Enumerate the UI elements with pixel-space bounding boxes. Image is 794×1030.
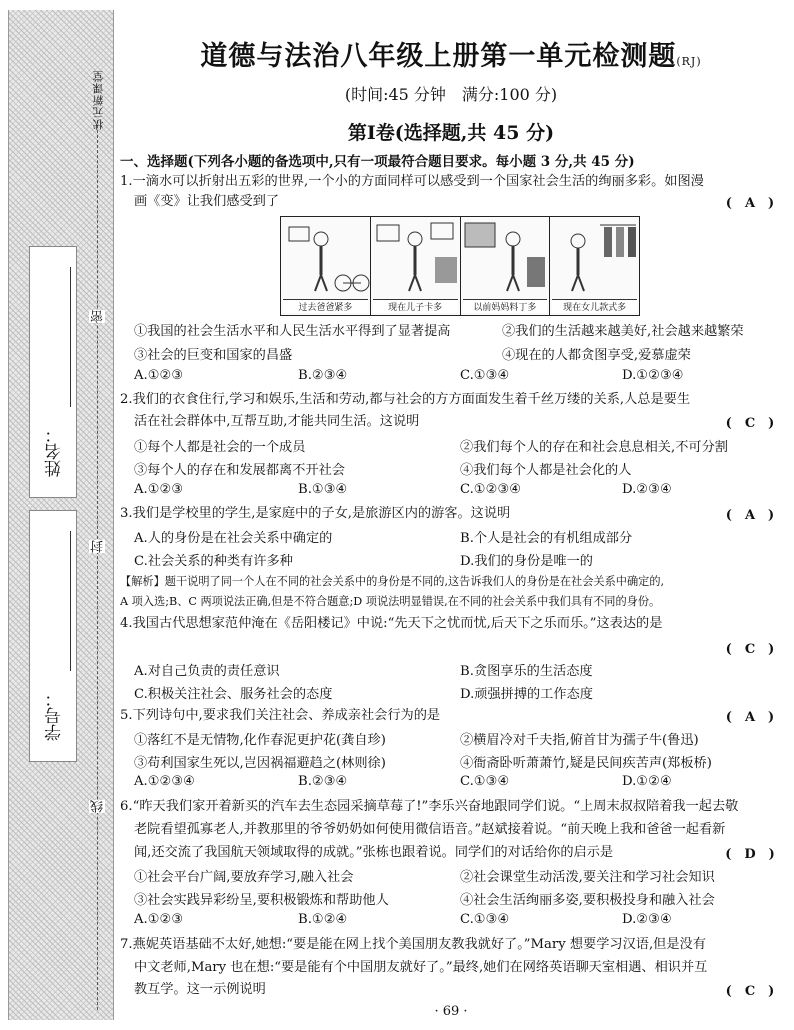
- comic-caption-1: 过去爸爸紧多: [283, 299, 368, 313]
- q1-opt-a: A.①②③: [134, 368, 184, 383]
- q6-s3: ③社会实践异彩纷呈,要积极锻炼和帮助他人: [134, 893, 389, 908]
- q3-opt-c: C.社会关系的种类有许多种: [134, 554, 293, 569]
- id-panel: [29, 510, 77, 762]
- q7-answer: ( C ): [725, 984, 775, 999]
- q5-statements-1: [134, 729, 782, 749]
- q5-s3: ③苟利国家生死以,岂因祸福避趋之(林则徐): [134, 756, 386, 771]
- q2-opt-d: D.②③④: [622, 482, 672, 497]
- q6-stem-2: 老院看望孤寡老人,并教那里的爷爷奶奶如何使用微信语音。”赵斌接着说。“前天晚上我和爸爸一起看新: [134, 822, 726, 837]
- binding-strip: [8, 10, 114, 1020]
- exam-info: (时间:45 分钟 满分:100 分): [344, 85, 558, 104]
- q1-statements-2: [134, 344, 782, 364]
- father-bicycle-illustration: [281, 217, 370, 297]
- name-underline: [70, 267, 71, 407]
- q5-s2: ②横眉冷对千夫指,俯首甘为孺子牛(鲁迅): [460, 733, 699, 748]
- comic-panel-1: [281, 217, 371, 315]
- q2-options: [134, 482, 782, 502]
- q3-stem: 3.我们是学校里的学生,是家庭中的子女,是旅游区内的游客。这说明: [120, 506, 511, 521]
- q3-options-2: [134, 550, 782, 570]
- q6-statements-1: [134, 866, 782, 886]
- q1-s2: ②我们的生活越来越美好,社会越来越繁荣: [502, 324, 744, 339]
- name-panel: [29, 246, 77, 498]
- q5-statements-2: [134, 752, 782, 772]
- q1-stem-1: 1.一滴水可以折射出五彩的世界,一个小的方面同样可以感受到一个国家社会生活的绚丽多彩。如图漫: [120, 174, 704, 189]
- q3-answer: ( A ): [725, 508, 775, 523]
- q4-opt-a: A.对自己负责的责任意识: [134, 664, 280, 679]
- q5-answer: ( A ): [725, 710, 775, 725]
- seal-word-3: 线: [91, 800, 106, 813]
- q5-s4: ④衙斋卧听萧萧竹,疑是民间疾苦声(郑板桥): [460, 756, 712, 771]
- q4-opt-d: D.顽强拼搏的工作态度: [460, 687, 593, 702]
- q4-answer: ( C ): [725, 642, 775, 657]
- part-heading: 第Ⅰ卷(选择题,共 45 分): [347, 122, 555, 144]
- q7-stem-3: 教互学。这一示例说明: [134, 982, 266, 997]
- page-number: · 69 ·: [434, 1004, 468, 1019]
- q5-options: [134, 774, 782, 794]
- brand-text: 状元新课堂: [92, 70, 105, 130]
- q4-options-2: [134, 683, 782, 703]
- q3-explanation-2: A 项入选;B、C 两项说法正确,但是不符合题意;D 项说法明显错误,在不同的社会关系中我们具有不同的身份。: [120, 595, 661, 608]
- q6-opt-a: A.①②③: [134, 912, 184, 927]
- q6-opt-c: C.①③④: [460, 912, 510, 927]
- seal-dash-line: [97, 120, 98, 1010]
- q5-stem: 5.下列诗句中,要求我们关注社会、养成亲社会行为的是: [120, 708, 441, 723]
- q3-options-1: [134, 527, 782, 547]
- q1-s4: ④现在的人都贪图享受,爱慕虚荣: [502, 348, 691, 363]
- q3-opt-a: A.人的身份是在社会关系中确定的: [134, 531, 333, 546]
- q6-options: [134, 912, 782, 932]
- q2-s3: ③每个人的存在和发展都离不开社会: [134, 463, 345, 478]
- daughter-clothes-illustration: [550, 217, 639, 297]
- comic-panel-4: [550, 217, 639, 315]
- q6-answer: ( D ): [725, 847, 775, 862]
- q6-stem-1: 6.“昨天我们家开着新买的汽车去生态园采摘草莓了!”李乐兴奋地跟同学们说。“上周末叔叔陪着我一起去敬: [120, 799, 739, 814]
- q3-opt-b: B.个人是社会的有机组成部分: [460, 531, 633, 546]
- mother-fabric-illustration: [461, 217, 550, 297]
- son-cards-illustration: [371, 217, 460, 297]
- section-heading: 一、选择题(下列各小题的备选项中,只有一项最符合题目要求。每小题 3 分,共 45 分): [120, 154, 635, 170]
- id-label: 学号：: [45, 690, 65, 741]
- id-underline: [70, 531, 71, 671]
- q2-statements-1: [134, 436, 782, 456]
- q2-s1: ①每个人都是社会的一个成员: [134, 440, 306, 455]
- q7-stem-1: 7.燕妮英语基础不太好,她想:“要是能在网上找个美国朋友教我就好了。”Mary 想要学习汉语,但是没有: [120, 937, 706, 952]
- q6-statements-2: [134, 889, 782, 909]
- seal-word-1: 密: [91, 310, 106, 323]
- q6-stem-3: 闻,还交流了我国航天领域取得的成就。”张栋也跟着说。同学们的对话给你的启示是: [134, 845, 614, 860]
- q5-opt-b: B.②③④: [298, 774, 348, 789]
- q2-answer: ( C ): [725, 416, 775, 431]
- q1-opt-b: B.②③④: [298, 368, 348, 383]
- q6-s2: ②社会课堂生动活泼,要关注和学习社会知识: [460, 870, 715, 885]
- name-label: 姓名：: [45, 426, 65, 477]
- q6-s4: ④社会生活绚丽多姿,要积极投身和融入社会: [460, 893, 715, 908]
- q2-opt-b: B.①③④: [298, 482, 348, 497]
- seal-word-2: 封: [91, 540, 106, 553]
- q5-opt-c: C.①③④: [460, 774, 510, 789]
- page-title: [116, 34, 786, 73]
- q3-opt-d: D.我们的身份是唯一的: [460, 554, 593, 569]
- q5-opt-d: D.①②④: [622, 774, 672, 789]
- q4-stem: 4.我国古代思想家范仲淹在《岳阳楼记》中说:“先天下之忧而忧,后天下之乐而乐。”这表达的是: [120, 616, 663, 631]
- q1-opt-c: C.①③④: [460, 368, 510, 383]
- q5-opt-a: A.①②③④: [134, 774, 196, 789]
- comic-caption-3: 以前妈妈料丁多: [463, 299, 548, 313]
- q2-s2: ②我们每个人的存在和社会息息相关,不可分割: [460, 440, 728, 455]
- q6-opt-b: B.①②④: [298, 912, 348, 927]
- q2-stem-2: 活在社会群体中,互帮互助,才能共同生活。这说明: [134, 414, 420, 429]
- q4-opt-c: C.积极关注社会、服务社会的态度: [134, 687, 333, 702]
- comic-panel-3: [461, 217, 551, 315]
- comic-change: [280, 216, 640, 316]
- q1-answer: ( A ): [725, 196, 775, 211]
- comic-panel-2: [371, 217, 461, 315]
- q6-opt-d: D.②③④: [622, 912, 672, 927]
- comic-caption-4: 现在女儿款式多: [552, 299, 637, 313]
- q2-opt-a: A.①②③: [134, 482, 184, 497]
- q1-s1: ①我国的社会生活水平和人民生活水平得到了显著提高: [134, 324, 451, 339]
- q7-stem-2: 中文老师,Mary 也在想:“要是能有个中国朋友就好了。”最终,她们在网络英语聊天室相遇、相识并互: [134, 960, 708, 975]
- comic-caption-2: 现在儿子卡多: [373, 299, 458, 313]
- q4-options-1: [134, 660, 782, 680]
- q1-stem-2: 画《变》让我们感受到了: [134, 194, 280, 209]
- q6-s1: ①社会平台广阔,要放弃学习,融入社会: [134, 870, 354, 885]
- q5-s1: ①落红不是无情物,化作春泥更护花(龚自珍): [134, 733, 386, 748]
- q2-statements-2: [134, 459, 782, 479]
- q1-options: [134, 368, 782, 388]
- q2-s4: ④我们每个人都是社会化的人: [460, 463, 632, 478]
- q3-explanation-1: 【解析】题干说明了同一个人在不同的社会关系中的身份是不同的,这告诉我们人的身份是在社会关系中确定的,: [120, 575, 665, 588]
- q1-opt-d: D.①②③④: [622, 368, 684, 383]
- q4-opt-b: B.贪图享乐的生活态度: [460, 664, 593, 679]
- q1-s3: ③社会的巨变和国家的昌盛: [134, 348, 293, 363]
- q2-stem-1: 2.我们的衣食住行,学习和娱乐,生活和劳动,都与社会的方方面面发生着千丝万缕的关系,人总是要生: [120, 392, 691, 407]
- edition-tag: (RJ): [676, 55, 702, 68]
- title-text: 道德与法治八年级上册第一单元检测题: [200, 41, 677, 72]
- q1-statements-1: [134, 320, 782, 340]
- q2-opt-c: C.①②③④: [460, 482, 522, 497]
